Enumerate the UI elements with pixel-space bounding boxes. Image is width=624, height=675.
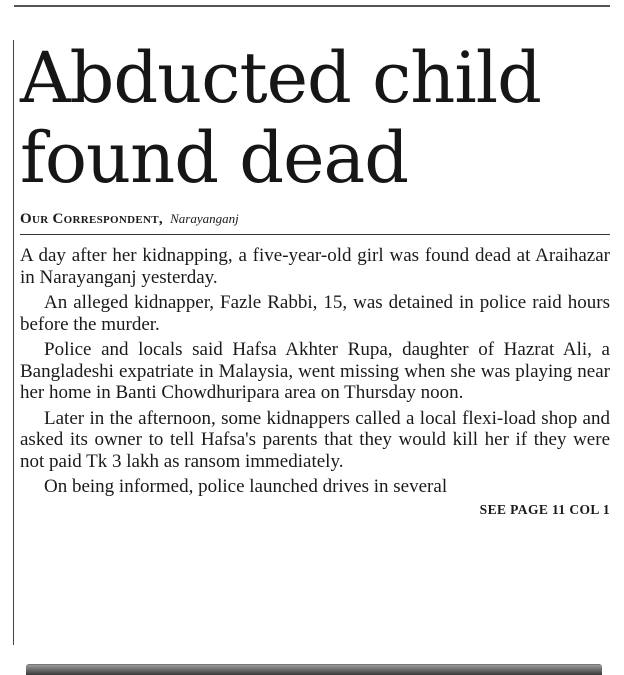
headline-line-2: found dead — [20, 117, 409, 199]
paragraph-1: A day after her kidnapping, a five-year-old girl was found dead at Araihazar in Narayanganj yesterday. — [20, 245, 610, 288]
paragraph-3: Police and locals said Hafsa Akhter Rupa, daughter of Hazrat Ali, a Bangladeshi expatriate in Malaysia, went missing when she was playing near her home in Banti Chowdhuripara area on Thursday noon. — [20, 339, 610, 403]
paragraph-2: An alleged kidnapper, Fazle Rabbi, 15, was detained in police raid hours before the murder. — [20, 292, 610, 335]
headline-line-1: Abducted child — [20, 37, 541, 119]
byline-divider — [20, 234, 610, 235]
continuation-link[interactable]: SEE PAGE 11 COL 1 — [479, 501, 610, 517]
paragraph-5: On being informed, police launched drives in several — [44, 476, 448, 497]
headline — [20, 38, 610, 198]
top-border-rule — [14, 5, 610, 7]
byline — [20, 210, 610, 229]
bottom-shadow-bar — [26, 664, 602, 675]
column-divider-rule — [13, 40, 14, 645]
byline-location: Narayanganj — [170, 211, 239, 226]
paragraph-4: Later in the afternoon, some kidnappers called a local flexi-load shop and asked its owner to tell Hafsa's parents that they would kill her if they were not paid Tk 3 lakh as ransom immediately. — [20, 407, 610, 472]
news-article — [20, 38, 610, 518]
byline-author: Our Correspondent, — [20, 211, 163, 227]
article-body — [20, 245, 610, 498]
